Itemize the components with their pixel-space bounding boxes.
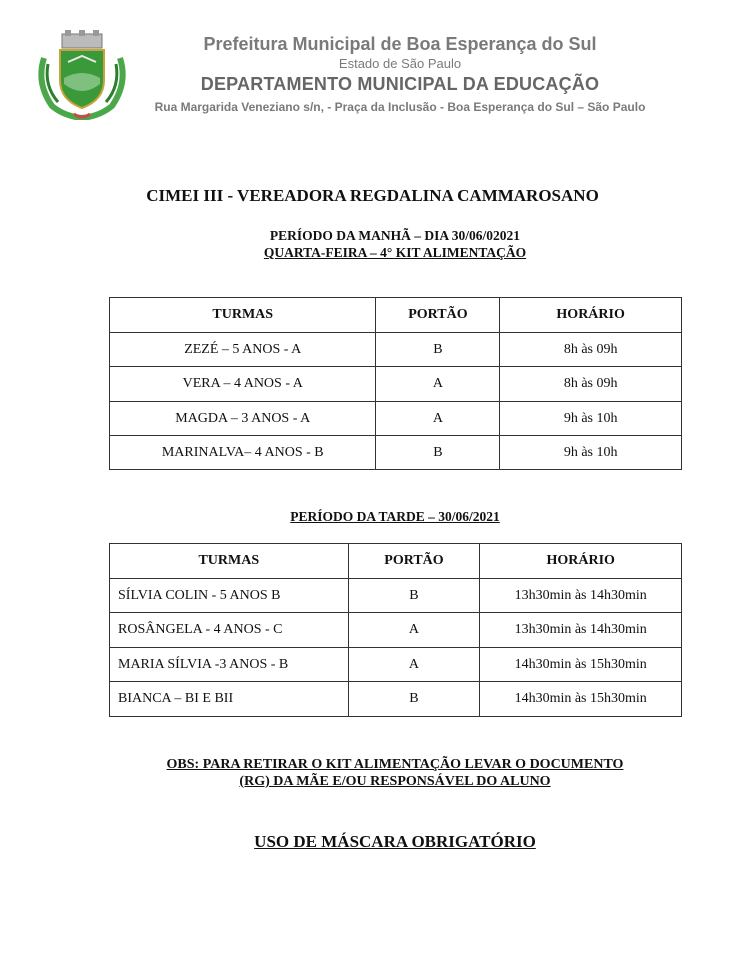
municipal-coat-of-arms-logo xyxy=(34,28,130,120)
table-header-row xyxy=(110,544,682,579)
table-row xyxy=(110,648,682,682)
gate-cell: A xyxy=(348,613,480,648)
class-cell: ROSÂNGELA - 4 ANOS - C xyxy=(110,613,349,648)
table-row xyxy=(110,579,682,613)
afternoon-schedule-table xyxy=(109,543,682,717)
time-cell: 9h às 10h xyxy=(500,436,682,470)
table-header-row xyxy=(110,298,682,333)
class-cell: BIANCA – BI E BII xyxy=(110,682,349,717)
class-cell: ZEZÉ – 5 ANOS - A xyxy=(110,333,376,367)
obs-line-1: OBS: PARA RETIRAR O KIT ALIMENTAÇÃO LEVAR O DOCUMENTO xyxy=(166,757,624,772)
time-cell: 14h30min às 15h30min xyxy=(480,682,682,717)
gate-cell: B xyxy=(348,682,480,717)
morning-subheading: QUARTA-FEIRA – 4° KIT ALIMENTAÇÃO xyxy=(263,245,527,260)
gate-cell: A xyxy=(376,402,500,436)
gate-cell: A xyxy=(348,648,480,682)
obs-line-2: (RG) DA MÃE E/OU RESPONSÁVEL DO ALUNO xyxy=(239,774,551,789)
mask-notice: USO DE MÁSCARA OBRIGATÓRIO xyxy=(254,832,536,851)
gate-cell: B xyxy=(348,579,480,613)
time-cell: 13h30min às 14h30min xyxy=(480,579,682,613)
obs-notice xyxy=(0,756,745,790)
table-row xyxy=(110,367,682,402)
header-department: DEPARTAMENTO MUNICIPAL DA EDUCAÇÃO xyxy=(200,74,600,94)
time-cell: 9h às 10h xyxy=(500,402,682,436)
morning-schedule-table xyxy=(109,297,682,470)
class-cell: MARIA SÍLVIA -3 ANOS - B xyxy=(110,648,349,682)
gate-cell: A xyxy=(376,367,500,402)
class-cell: MAGDA – 3 ANOS - A xyxy=(110,402,376,436)
time-cell: 8h às 09h xyxy=(500,367,682,402)
table-row xyxy=(110,436,682,470)
time-cell: 13h30min às 14h30min xyxy=(480,613,682,648)
header-address: Rua Margarida Veneziano s/n, - Praça da Inclusão - Boa Esperança do Sul – São Paulo xyxy=(154,100,646,114)
afternoon-heading: PERÍODO DA TARDE – 30/06/2021 xyxy=(290,509,500,524)
table-row xyxy=(110,613,682,648)
header-state: Estado de São Paulo xyxy=(338,56,462,71)
table-row xyxy=(110,402,682,436)
column-header: PORTÃO xyxy=(348,544,480,579)
column-header: TURMAS xyxy=(110,298,376,333)
table-row xyxy=(110,333,682,367)
column-header: TURMAS xyxy=(110,544,349,579)
column-header: PORTÃO xyxy=(376,298,500,333)
table-row xyxy=(110,682,682,717)
class-cell: MARINALVA– 4 ANOS - B xyxy=(110,436,376,470)
column-header: HORÁRIO xyxy=(500,298,682,333)
time-cell: 8h às 09h xyxy=(500,333,682,367)
column-header: HORÁRIO xyxy=(480,544,682,579)
class-cell: SÍLVIA COLIN - 5 ANOS B xyxy=(110,579,349,613)
time-cell: 14h30min às 15h30min xyxy=(480,648,682,682)
gate-cell: B xyxy=(376,436,500,470)
class-cell: VERA – 4 ANOS - A xyxy=(110,367,376,402)
school-title: CIMEI III - VEREADORA REGDALINA CAMMAROSANO xyxy=(146,186,599,205)
gate-cell: B xyxy=(376,333,500,367)
morning-heading: PERÍODO DA MANHÃ – DIA 30/06/02021 xyxy=(269,228,521,243)
header-org-name: Prefeitura Municipal de Boa Esperança do Sul xyxy=(203,34,597,54)
